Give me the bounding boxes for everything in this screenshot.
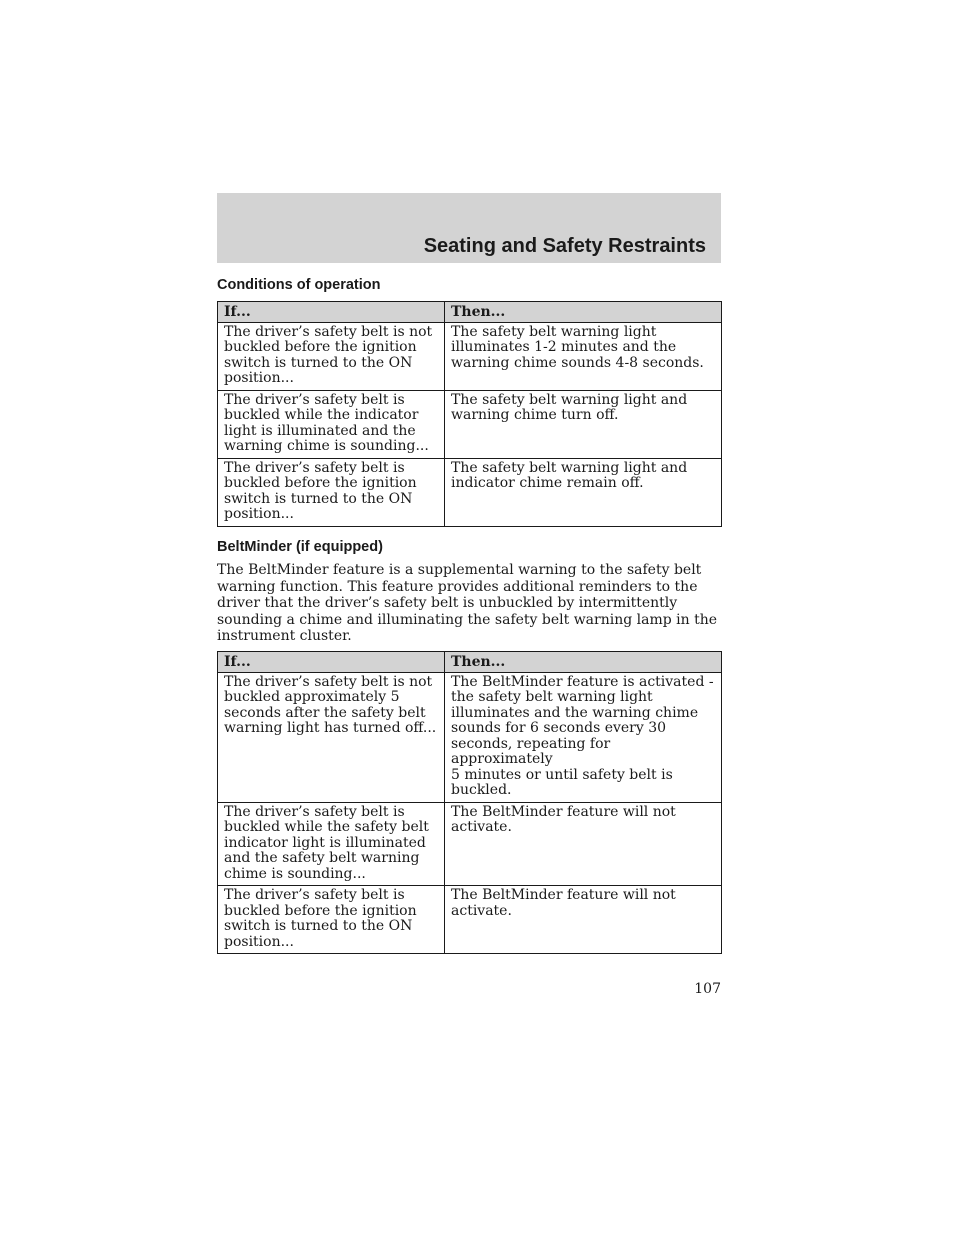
column-header-then: Then... [445,652,722,673]
table-row [218,322,722,390]
then-cell: The BeltMinder feature will not activate. [445,886,722,954]
column-header-if: If... [218,302,445,323]
then-cell: The safety belt warning light and indicator chime remain off. [445,458,722,526]
then-cell: The BeltMinder feature is activated - the safety belt warning light illuminates and the warning chime sounds for 6 seconds every 30 seconds, repeating for approximately 5 minutes or until safety belt is buckled. [445,672,722,802]
conditions-heading: Conditions of operation [217,277,381,293]
chapter-header-band [217,193,721,263]
if-cell: The driver’s safety belt is buckled before the ignition switch is turned to the ON position... [218,458,445,526]
table-header-row [218,302,722,323]
table-row [218,458,722,526]
chapter-title: Seating and Safety Restraints [423,235,706,257]
if-cell: The driver’s safety belt is buckled while the safety belt indicator light is illuminated and the safety belt warning chime is sounding... [218,802,445,886]
then-cell: The safety belt warning light and warning chime turn off. [445,390,722,458]
conditions-table [217,301,722,527]
if-cell: The driver’s safety belt is not buckled approximately 5 seconds after the safety belt warning light has turned off... [218,672,445,802]
if-cell: The driver’s safety belt is buckled before the ignition switch is turned to the ON position... [218,886,445,954]
table-row [218,802,722,886]
table-row [218,390,722,458]
beltminder-table [217,651,722,954]
if-cell: The driver’s safety belt is not buckled before the ignition switch is turned to the ON position... [218,322,445,390]
column-header-if: If... [218,652,445,673]
if-cell: The driver’s safety belt is buckled while the indicator light is illuminated and the warning chime is sounding... [218,390,445,458]
column-header-then: Then... [445,302,722,323]
table-row [218,886,722,954]
table-header-row [218,652,722,673]
beltminder-description: The BeltMinder feature is a supplemental warning to the safety belt warning function. This feature provides additional reminders to the driver that the driver’s safety belt is unbuckled by intermittently sounding a chime and illuminating the safety belt warning lamp in the instrument cluster. [217,562,718,644]
beltminder-heading: BeltMinder (if equipped) [217,539,383,555]
table-row [218,672,722,802]
then-cell: The BeltMinder feature will not activate. [445,802,722,886]
then-cell: The safety belt warning light illuminates 1-2 minutes and the warning chime sounds 4-8 seconds. [445,322,722,390]
page-number: 107 [694,981,721,997]
